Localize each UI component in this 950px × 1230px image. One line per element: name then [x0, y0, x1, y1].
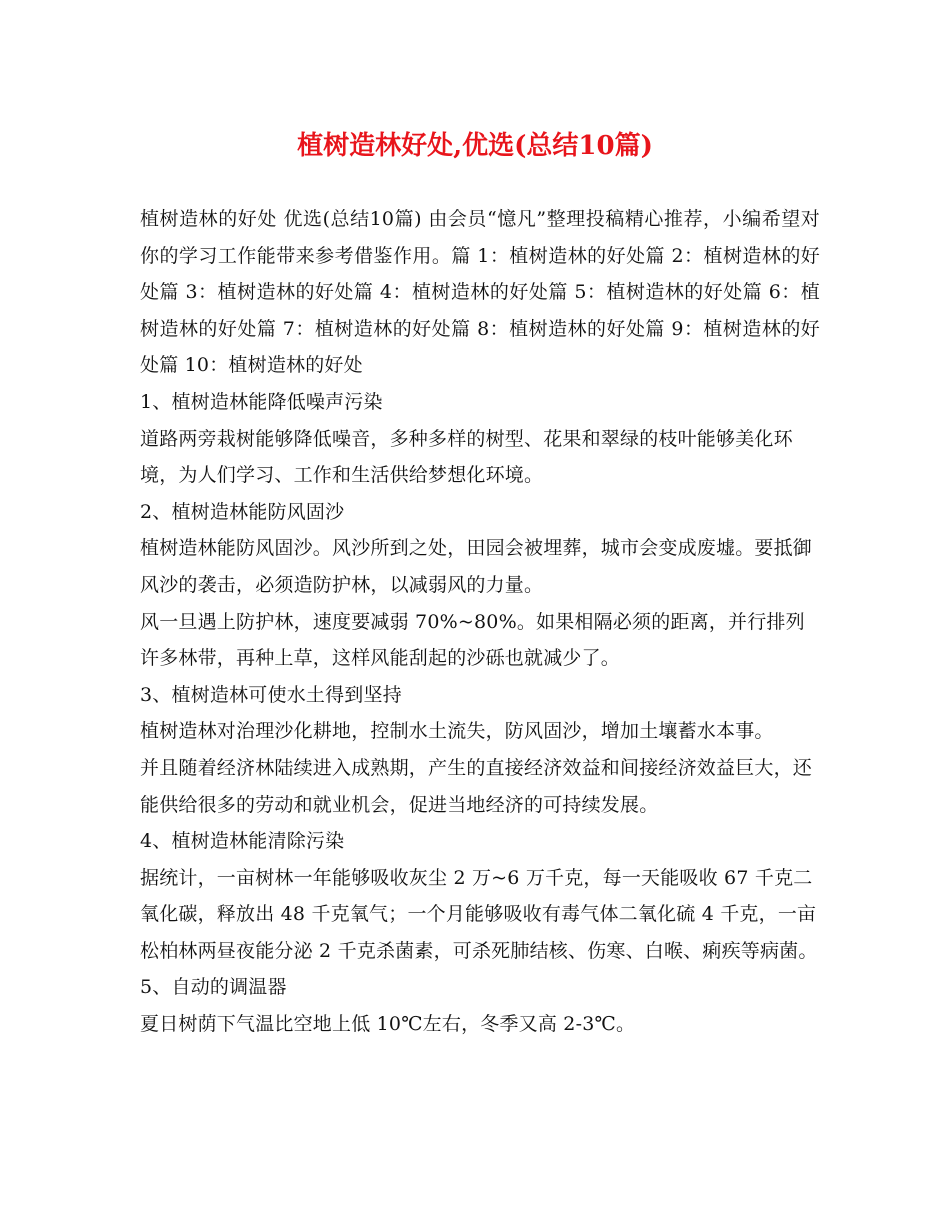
- section-2-paragraph-2: 风一旦遇上防护林，速度要减弱 70%~80%。如果相隔必须的距离，并行排列许多林带，再种上草，这样风能刮起的沙砾也就减少了。: [140, 610, 805, 670]
- section-2-heading: 2、植树造林能防风固沙: [140, 500, 345, 523]
- section-5-heading: 5、自动的调温器: [140, 976, 287, 999]
- document-body: [140, 201, 820, 1043]
- section-5-paragraph-1: 夏日树荫下气温比空地上低 10℃左右，冬季又高 2-3℃。: [140, 1013, 636, 1036]
- section-4-heading: 4、植树造林能清除污染: [140, 830, 345, 853]
- document-title: 植树造林好处,优选(总结10篇): [297, 131, 653, 161]
- section-1-heading: 1、植树造林能降低噪声污染: [140, 390, 383, 413]
- section-3-paragraph-1: 植树造林对治理沙化耕地，控制水土流失，防风固沙，增加土壤蓄水本事。: [140, 720, 774, 743]
- section-4-paragraph-1: 据统计，一亩树林一年能够吸收灰尘 2 万~6 万千克，每一天能吸收 67 千克二氧化碳，释放出 48 千克氧气；一个月能够吸收有毒气体二氧化硫 4 千克，一亩松柏林两昼夜能分泌 2 千克杀菌素，可杀死肺结核、伤寒、白喉、痢疾等病菌。: [140, 866, 818, 962]
- section-2-paragraph-1: 植树造林能防风固沙。风沙所到之处，田园会被埋葬，城市会变成废墟。要抵御风沙的袭击，必须造防护林，以减弱风的力量。: [140, 537, 813, 596]
- section-1-paragraph-1: 道路两旁栽树能够降低噪音，多种多样的树型、花果和翠绿的枝叶能够美化环境，为人们学习、工作和生活供给梦想化环境。: [140, 427, 793, 487]
- section-3-paragraph-2: 并且随着经济林陆续进入成熟期，产生的直接经济效益和间接经济效益巨大，还能供给很多的劳动和就业机会，促进当地经济的可持续发展。: [140, 756, 813, 816]
- section-3-heading: 3、植树造林可使水土得到坚持: [140, 683, 402, 706]
- intro-paragraph: 植树造林的好处 优选(总结10篇) 由会员“憶凡”整理投稿精心推荐，小编希望对你的学习工作能带来参考借鉴作用。篇 1：植树造林的好处篇 2：植树造林的好处篇 3：植树造林的好处篇 4：植树造林的好处篇 5：植树造林的好处篇 6：植树造林的好处篇 7：植树造林的好处篇 8：植树造林的好处篇 9：植树造林的好处篇 10：植树造林的好处: [140, 208, 820, 377]
